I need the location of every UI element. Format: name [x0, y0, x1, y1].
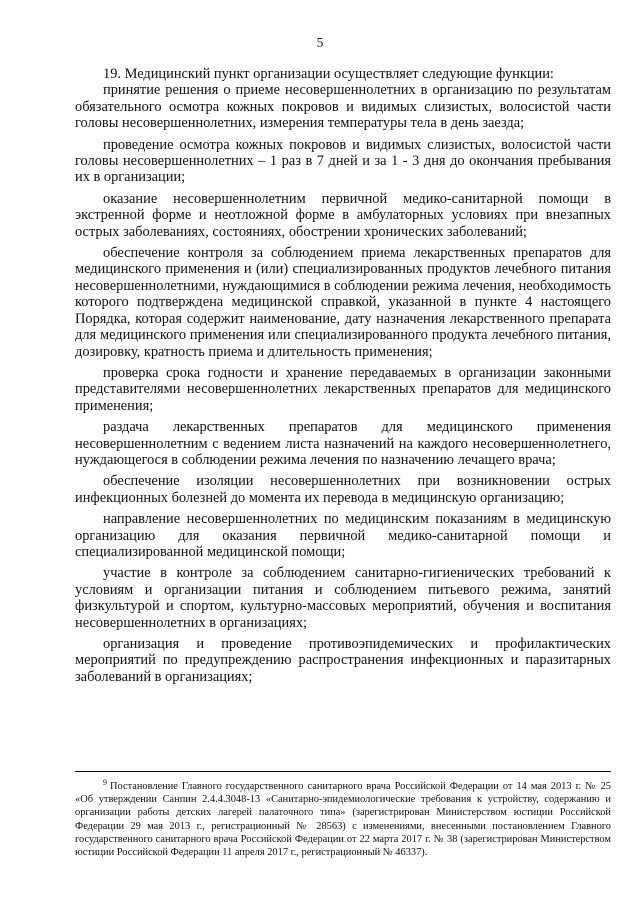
page-number: 5 — [316, 35, 324, 50]
footnote — [75, 777, 611, 859]
footnote-paragraph — [75, 777, 611, 859]
function-item: обеспечение изоляции несовершеннолетних при возникновении острых инфекционных болезней до момента их перевода в медицинскую организацию; — [75, 473, 611, 506]
function-item: оказание несовершеннолетним первичной медико-санитарной помощи в экстренной форме и неотложной форме в амбулаторных условиях при внезапных острых заболеваниях, состояниях, обострении хронических заболеваний; — [75, 190, 611, 240]
footnote-divider — [75, 771, 611, 772]
function-item: проведение осмотра кожных покровов и видимых слизистых, волосистой части головы несовершеннолетних – 1 раз в 7 дней и за 1 - 3 дня до окончания пребывания их в организации; — [75, 136, 611, 186]
function-item: проверка срока годности и хранение передаваемых в организации законными представителями несовершеннолетних лекарственных препаратов для медицинского применения; — [75, 364, 611, 414]
body-text — [75, 66, 611, 685]
function-item: участие в контроле за соблюдением санитарно-гигиенических требований к условиям и организации питания и соблюдением питьевого режима, занятий физкультурой и спортом, культурно-массовых мероприятий, обучения и воспитания несовершеннолетних в организациях; — [75, 565, 611, 631]
function-item: принятие решения о приеме несовершеннолетних в организацию по результатам обязательного осмотра кожных покровов и видимых слизистых, волосистой части головы несовершеннолетних, измерения температуры тела в день заезда; — [75, 82, 611, 132]
function-item: направление несовершеннолетних по медицинским показаниям в медицинскую организацию для оказания первичной медико-санитарной помощи и специализированной медицинской помощи; — [75, 511, 611, 560]
function-item: раздача лекарственных препаратов для медицинского применения несовершеннолетним с ведением листа назначений на каждого несовершеннолетнего, нуждающегося в соблюдении режима лечения по назначению лечащего врача; — [75, 419, 611, 468]
footnote-marker: 9 — [103, 777, 107, 787]
function-item: организация и проведение противоэпидемических и профилактических мероприятий по предупреждению распространения инфекционных и паразитарных заболеваний в организациях; — [75, 636, 611, 685]
function-item: обеспечение контроля за соблюдением приема лекарственных препаратов для медицинского применения и (или) специализированных продуктов лечебного питания несовершеннолетними, нуждающимися в соблюдении режима лечения, необходимость которого подтверждена медицинской справкой, указанной в пункте 4 настоящего Порядка, которая содержит наименование, дату назначения лекарственного препарата для медицинского применения или специализированного продукта лечебного питания, дозировку, кратность приема и длительность применения; — [75, 245, 611, 360]
footnote-text: Постановление Главного государственного санитарного врача Российской Федерации от 14 мая 2013 г. № 25 «Об утверждении Санпин 2.4.4.3048-13 «Санитарно-эпидемиологические требования к устройству, содержанию и организации работы детских лагерей палаточного типа» (зарегистрирован Министерством юстиции Российской Федерации 29 мая 2013 г., регистрационный № 28563) с изменениями, внесенными постановлением Главного государственного санитарного врача Российской Федерации от 22 марта 2017 г. № 38 (зарегистрирован Министерством юстиции Российской Федерации 11 апреля 2017 г., регистрационный № 46337). — [75, 781, 611, 859]
section-heading: 19. Медицинский пункт организации осуществляет следующие функции: — [103, 66, 554, 82]
